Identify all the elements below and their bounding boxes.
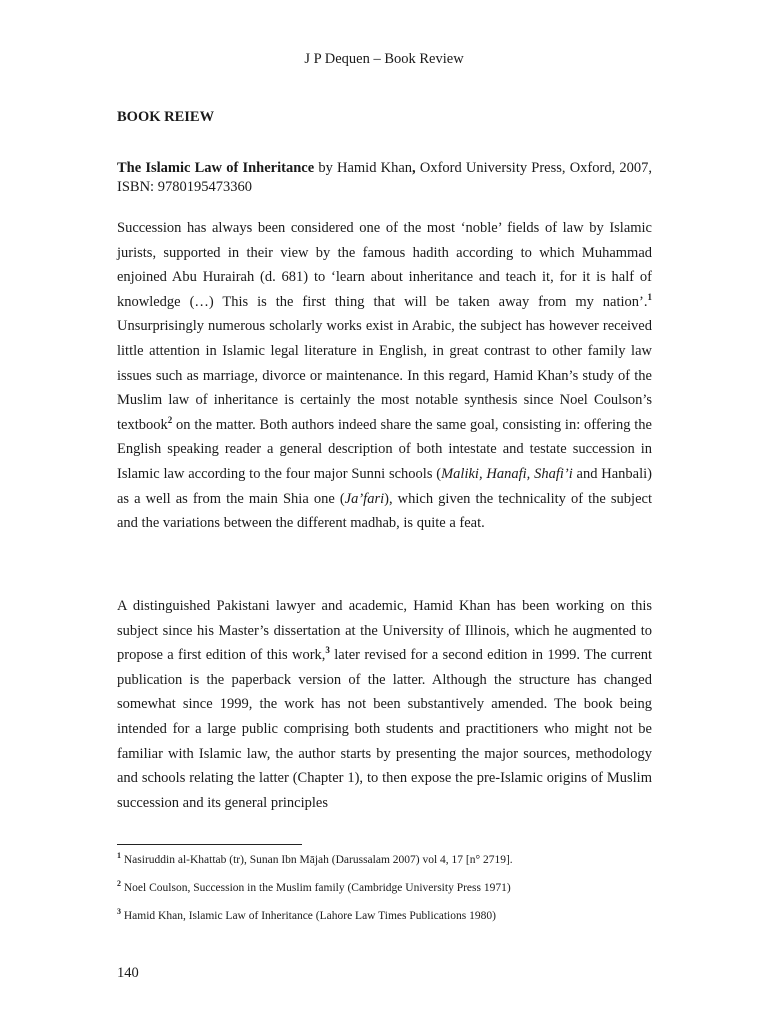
- paragraph-text: A distinguished Pakistani lawyer and academic, Hamid Khan has been working on this subject since his Master’s dissertation at the University of Illinois, which he augmented to propose a first edition of this work,: [117, 598, 652, 664]
- citation-comma: ,: [412, 160, 416, 176]
- body-paragraph-2: [117, 594, 652, 815]
- footnote-1: [117, 853, 677, 867]
- footnote-number: 1: [117, 851, 121, 861]
- paragraph-text: and Hanbali) as a well as from the main Shia one (: [117, 465, 652, 507]
- paragraph-text: later revised for a second edition in 1999. The current publication is the paperback version of the latter. Although the structure has changed somewhat since 1999, the work has not been substantively amended. The book being intended for a large public comprising both students and practitioners who might not be familiar with Islamic law, the author starts by presenting the major sources, methodology and schools relating the latter (Chapter 1), to then expose the pre-Islamic origins of Muslim succession and its general principles: [117, 647, 652, 811]
- footnote-text: Nasiruddin al-Khattab (tr), Sunan Ibn Mājah (Darussalam 2007) vol 4, 17 [n° 2719].: [121, 854, 513, 866]
- body-paragraph-1: [117, 216, 652, 536]
- italic-school-names: Maliki, Hanafi, Shafi’i: [441, 465, 573, 482]
- footnote-divider: [117, 844, 302, 845]
- paragraph-text: Succession has always been considered one of the most ‘noble’ fields of law by Islamic jurists, supported in their view by the famous hadith according to which Muhammad enjoined Abu Hurairah (d. 681) to ‘learn about inheritance and teach it, for it is half of knowledge (…) This is the first thing that will be taken away from my nation’.: [117, 220, 652, 310]
- footnote-ref-2: 2: [167, 414, 173, 425]
- footnote-text: Noel Coulson, Succession in the Muslim family (Cambridge University Press 1971): [121, 882, 511, 894]
- running-header: J P Dequen – Book Review: [304, 51, 464, 67]
- italic-school-name: Ja’fari: [344, 490, 385, 507]
- footnote-2: [117, 881, 677, 895]
- book-publication-info: Oxford University Press, Oxford, 2007, ISBN: 9780195473360: [117, 160, 653, 195]
- footnote-number: 3: [117, 907, 121, 917]
- paragraph-text: Unsurprisingly numerous scholarly works exist in Arabic, the subject has however received little attention in Islamic legal literature in English, in great contrast to other family law issues such as marriage, divorce or maintenance. In this regard, Hamid Khan’s study of the Muslim law of inheritance is certainly the most notable synthesis since Noel Coulson’s textbook: [117, 318, 652, 433]
- paragraph-text: on the matter. Both authors indeed share the same goal, consisting in: offering the English speaking reader a general description of both intestate and testate succession in Islamic law according to the four major Sunni schools (: [117, 416, 652, 482]
- paragraph-text: ), which given the technicality of the subject and the variations between the different madhab, is quite a feat.: [117, 490, 652, 532]
- section-heading: BOOK REIEW: [117, 109, 215, 125]
- footnote-text: Hamid Khan, Islamic Law of Inheritance (Lahore Law Times Publications 1980): [121, 910, 496, 922]
- footnote-3: [117, 909, 677, 923]
- book-author: by Hamid Khan: [314, 160, 413, 176]
- footnote-number: 2: [117, 879, 121, 889]
- book-citation: [117, 159, 652, 197]
- book-title: The Islamic Law of Inheritance: [117, 160, 315, 176]
- page-number: 140: [117, 965, 139, 981]
- footnote-ref-1: 1: [647, 291, 652, 302]
- footnote-ref-3: 3: [325, 645, 330, 656]
